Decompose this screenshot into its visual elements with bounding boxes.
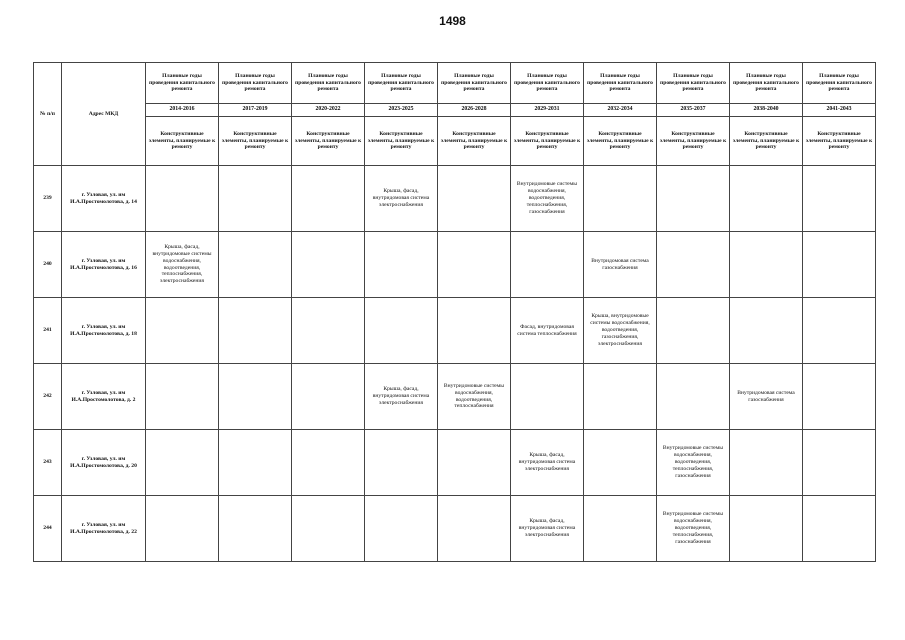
header-elements: Конструктивные элементы, планируемые к ремонту xyxy=(438,117,511,166)
row-address: г. Узловая, ул. им И.А.Простомолотова, д. 20 xyxy=(62,430,146,496)
header-elements: Конструктивные элементы, планируемые к ремонту xyxy=(365,117,438,166)
header-address: Адрес МКД xyxy=(62,63,146,166)
header-elements: Конструктивные элементы, планируемые к ремонту xyxy=(584,117,657,166)
repair-cell xyxy=(219,298,292,364)
header-period: Плановые годы проведения капитального ремонта xyxy=(365,63,438,104)
table-row xyxy=(34,496,876,562)
table-row xyxy=(34,430,876,496)
repair-cell xyxy=(803,364,876,430)
header-period: Плановые годы проведения капитального ремонта xyxy=(657,63,730,104)
repair-cell xyxy=(365,232,438,298)
row-number: 239 xyxy=(34,166,62,232)
table-row xyxy=(34,364,876,430)
repair-cell xyxy=(365,496,438,562)
repair-cell xyxy=(730,298,803,364)
repair-cell xyxy=(803,298,876,364)
repair-cell xyxy=(730,232,803,298)
row-number: 240 xyxy=(34,232,62,298)
repair-cell xyxy=(803,430,876,496)
row-number: 243 xyxy=(34,430,62,496)
capital-repair-table xyxy=(33,62,876,562)
repair-cell xyxy=(292,496,365,562)
header-period: Плановые годы проведения капитального ремонта xyxy=(511,63,584,104)
repair-cell xyxy=(146,430,219,496)
repair-cell xyxy=(292,364,365,430)
header-years: 2017-2019 xyxy=(219,104,292,117)
repair-cell xyxy=(219,430,292,496)
repair-cell: Крыша, фасад, внутридомовые системы водоснабжения, водоотведения, теплоснабжения, электроснабжения xyxy=(146,232,219,298)
header-years: 2026-2028 xyxy=(438,104,511,117)
repair-cell xyxy=(219,232,292,298)
header-elements: Конструктивные элементы, планируемые к ремонту xyxy=(657,117,730,166)
repair-cell xyxy=(146,298,219,364)
repair-cell xyxy=(146,364,219,430)
header-period: Плановые годы проведения капитального ремонта xyxy=(292,63,365,104)
repair-cell: Крыша, фасад, внутридомовая система электроснабжения xyxy=(365,364,438,430)
repair-cell xyxy=(146,496,219,562)
repair-cell xyxy=(438,496,511,562)
header-elements: Конструктивные элементы, планируемые к ремонту xyxy=(292,117,365,166)
header-years: 2041-2043 xyxy=(803,104,876,117)
repair-cell xyxy=(365,430,438,496)
repair-cell xyxy=(438,430,511,496)
header-years: 2020-2022 xyxy=(292,104,365,117)
header-elements: Конструктивные элементы, планируемые к ремонту xyxy=(730,117,803,166)
header-years: 2014-2016 xyxy=(146,104,219,117)
header-period: Плановые годы проведения капитального ремонта xyxy=(438,63,511,104)
repair-cell xyxy=(219,496,292,562)
repair-cell xyxy=(803,166,876,232)
row-address: г. Узловая, ул. им И.А.Простомолотова, д. 16 xyxy=(62,232,146,298)
header-period: Плановые годы проведения капитального ремонта xyxy=(146,63,219,104)
repair-cell xyxy=(219,364,292,430)
repair-cell xyxy=(292,430,365,496)
header-elements: Конструктивные элементы, планируемые к ремонту xyxy=(219,117,292,166)
repair-cell: Фасад, внутридомовая система теплоснабжения xyxy=(511,298,584,364)
table-body xyxy=(34,166,876,562)
table-row xyxy=(34,298,876,364)
header-elements: Конструктивные элементы, планируемые к ремонту xyxy=(803,117,876,166)
header-elements: Конструктивные элементы, планируемые к ремонту xyxy=(511,117,584,166)
repair-cell xyxy=(657,232,730,298)
repair-cell xyxy=(584,364,657,430)
repair-cell xyxy=(438,298,511,364)
repair-cell xyxy=(146,166,219,232)
repair-cell xyxy=(584,496,657,562)
repair-cell xyxy=(511,364,584,430)
repair-cell: Внутридомовые системы водоснабжения, водоотведения, теплоснабжения, газоснабжения xyxy=(657,496,730,562)
repair-cell xyxy=(657,298,730,364)
repair-cell xyxy=(584,430,657,496)
header-years: 2029-2031 xyxy=(511,104,584,117)
row-address: г. Узловая, ул. им И.А.Простомолотова, д. 18 xyxy=(62,298,146,364)
table-header xyxy=(34,63,876,166)
repair-cell xyxy=(803,232,876,298)
table-row xyxy=(34,166,876,232)
header-period: Плановые годы проведения капитального ремонта xyxy=(584,63,657,104)
repair-cell: Внутридомовая система газоснабжения xyxy=(730,364,803,430)
row-address: г. Узловая, ул. им И.А.Простомолотова, д. 22 xyxy=(62,496,146,562)
repair-cell xyxy=(292,298,365,364)
header-period: Плановые годы проведения капитального ремонта xyxy=(219,63,292,104)
repair-cell xyxy=(438,166,511,232)
repair-cell xyxy=(438,232,511,298)
repair-cell: Крыша, фасад, внутридомовая система электроснабжения xyxy=(511,430,584,496)
page-number: 1498 xyxy=(439,14,466,28)
header-years: 2023-2025 xyxy=(365,104,438,117)
repair-cell: Крыша, фасад, внутридомовая система электроснабжения xyxy=(511,496,584,562)
repair-cell: Крыша, фасад, внутридомовая система электроснабжения xyxy=(365,166,438,232)
repair-cell xyxy=(292,166,365,232)
row-address: г. Узловая, ул. им И.А.Простомолотова, д. 2 xyxy=(62,364,146,430)
repair-cell: Внутридомовая система газоснабжения xyxy=(584,232,657,298)
row-address: г. Узловая, ул. им И.А.Простомолотова, д. 14 xyxy=(62,166,146,232)
repair-cell xyxy=(730,166,803,232)
table-row xyxy=(34,232,876,298)
repair-cell xyxy=(657,364,730,430)
repair-cell xyxy=(803,496,876,562)
repair-cell xyxy=(730,496,803,562)
repair-cell: Внутридомовые системы водоснабжения, водоотведения, теплоснабжения xyxy=(438,364,511,430)
repair-cell xyxy=(292,232,365,298)
repair-cell xyxy=(219,166,292,232)
repair-cell: Внутридомовые системы водоснабжения, водоотведения, теплоснабжения, газоснабжения xyxy=(657,430,730,496)
repair-cell xyxy=(730,430,803,496)
repair-cell xyxy=(657,166,730,232)
header-num: № п/п xyxy=(34,63,62,166)
header-period: Плановые годы проведения капитального ремонта xyxy=(730,63,803,104)
header-years: 2032-2034 xyxy=(584,104,657,117)
repair-cell xyxy=(511,232,584,298)
row-number: 241 xyxy=(34,298,62,364)
header-elements: Конструктивные элементы, планируемые к ремонту xyxy=(146,117,219,166)
repair-cell xyxy=(365,298,438,364)
row-number: 242 xyxy=(34,364,62,430)
header-years: 2035-2037 xyxy=(657,104,730,117)
repair-cell: Внутридомовые системы водоснабжения, водоотведения, теплоснабжения, газоснабжения xyxy=(511,166,584,232)
header-years: 2038-2040 xyxy=(730,104,803,117)
header-period: Плановые годы проведения капитального ремонта xyxy=(803,63,876,104)
repair-cell: Крыша, внутридомовые системы водоснабжения, водоотведения, газоснабжения, электроснабжения xyxy=(584,298,657,364)
repair-cell xyxy=(584,166,657,232)
row-number: 244 xyxy=(34,496,62,562)
